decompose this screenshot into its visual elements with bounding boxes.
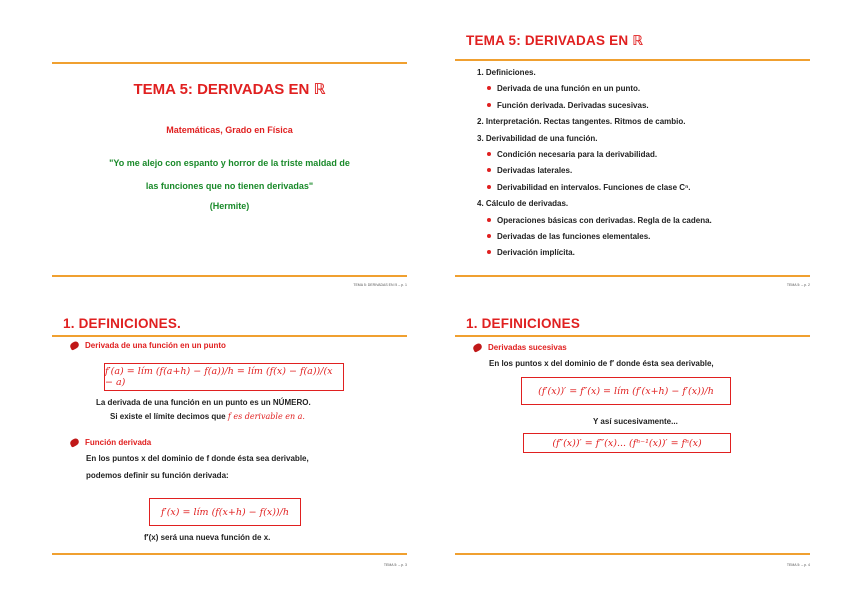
list-item: Función derivada. Derivadas sucesivas. (477, 98, 712, 114)
list-item: Operaciones básicas con derivadas. Regla de la cadena. (477, 213, 712, 229)
section-heading: Derivada de una función en un punto (70, 341, 226, 350)
formula-derivative-point: f′(a) = lím (f(a+h) − f(a))/h = lím (f(x) − f(a))/(x − a) (104, 363, 344, 391)
footer: TEMA 5: – p. 4 (786, 563, 810, 567)
arrow-bullet-icon (472, 343, 483, 353)
section-heading: Derivadas sucesivas (473, 343, 567, 352)
bottom-rule (52, 553, 407, 555)
top-rule (52, 335, 407, 337)
footer: TEMA 5: DERIVADAS EN ℝ – p. 1 (353, 283, 407, 287)
slide-4 (455, 313, 810, 568)
text-line: Si existe el límite decimos que f es derivable en a. (110, 412, 305, 421)
top-rule (52, 62, 407, 64)
subtitle: Matemáticas, Grado en Física (166, 125, 293, 135)
slide-title: 1. DEFINICIONES. (63, 316, 181, 331)
bullet-icon (487, 168, 491, 172)
list-item: Condición necesaria para la derivabilidad. (477, 147, 712, 163)
list-item: 4. Cálculo de derivadas. (477, 199, 569, 209)
formula-second-derivative: (f′(x))′ = f″(x) = lím (f′(x+h) − f′(x))/h (521, 377, 731, 405)
top-rule (455, 59, 810, 61)
list-item: Derivación implícita. (477, 245, 712, 261)
text-line: La derivada de una función en un punto es un NÚMERO. (96, 398, 311, 407)
list-item: 1. Definiciones. (477, 68, 536, 77)
text-line: f′(x) será una nueva función de x. (144, 533, 271, 542)
outline-list (477, 65, 712, 262)
arrow-bullet-icon (69, 341, 80, 351)
text-line: Y así sucesivamente... (593, 417, 678, 426)
section-heading: Función derivada (70, 438, 151, 447)
list-item: Derivada de una función en un punto. (477, 81, 712, 97)
text-line: En los puntos x del dominio de f donde ésta sea derivable, (86, 454, 309, 463)
bottom-rule (455, 553, 810, 555)
slide-title: 1. DEFINICIONES (466, 316, 581, 331)
bullet-icon (487, 86, 491, 90)
quote-line-1: "Yo me alejo con espanto y horror de la triste maldad de (109, 158, 350, 168)
top-rule (455, 335, 810, 337)
bullet-icon (487, 185, 491, 189)
formula-derivative-function: f′(x) = lím (f(x+h) − f(x))/h (149, 498, 301, 526)
formula-nth-derivative: (f″(x))′ = f‴(x)... (fⁿ⁻¹(x))′ = fⁿ(x) (523, 433, 731, 453)
bullet-icon (487, 250, 491, 254)
slide-3 (52, 313, 407, 568)
bottom-rule (52, 275, 407, 277)
bottom-rule (455, 275, 810, 277)
text-line: En los puntos x del dominio de f′ donde ésta sea derivable, (489, 359, 714, 368)
list-item: Derivadas laterales. (477, 163, 712, 179)
slide-1 (52, 30, 407, 285)
list-item: Derivadas de las funciones elementales. (477, 229, 712, 245)
text-line: podemos definir su función derivada: (86, 471, 229, 480)
bullet-icon (487, 218, 491, 222)
list-item: 2. Interpretación. Rectas tangentes. Ritmos de cambio. (477, 117, 686, 127)
list-item: 3. Derivabilidad de una función. (477, 133, 598, 143)
slide-title: TEMA 5: DERIVADAS EN ℝ (133, 81, 326, 98)
slide-2 (455, 30, 810, 285)
bullet-icon (487, 234, 491, 238)
bullet-icon (487, 152, 491, 156)
quote-author: (Hermite) (209, 201, 250, 211)
slide-title: TEMA 5: DERIVADAS EN ℝ (466, 33, 644, 48)
arrow-bullet-icon (69, 438, 80, 448)
list-item: Derivabilidad en intervalos. Funciones de clase Cⁿ. (477, 180, 712, 196)
footer: TEMA 5: – p. 2 (786, 283, 810, 287)
footer: TEMA 5: – p. 3 (383, 563, 407, 567)
quote-line-2: las funciones que no tienen derivadas" (145, 181, 314, 191)
bullet-icon (487, 103, 491, 107)
